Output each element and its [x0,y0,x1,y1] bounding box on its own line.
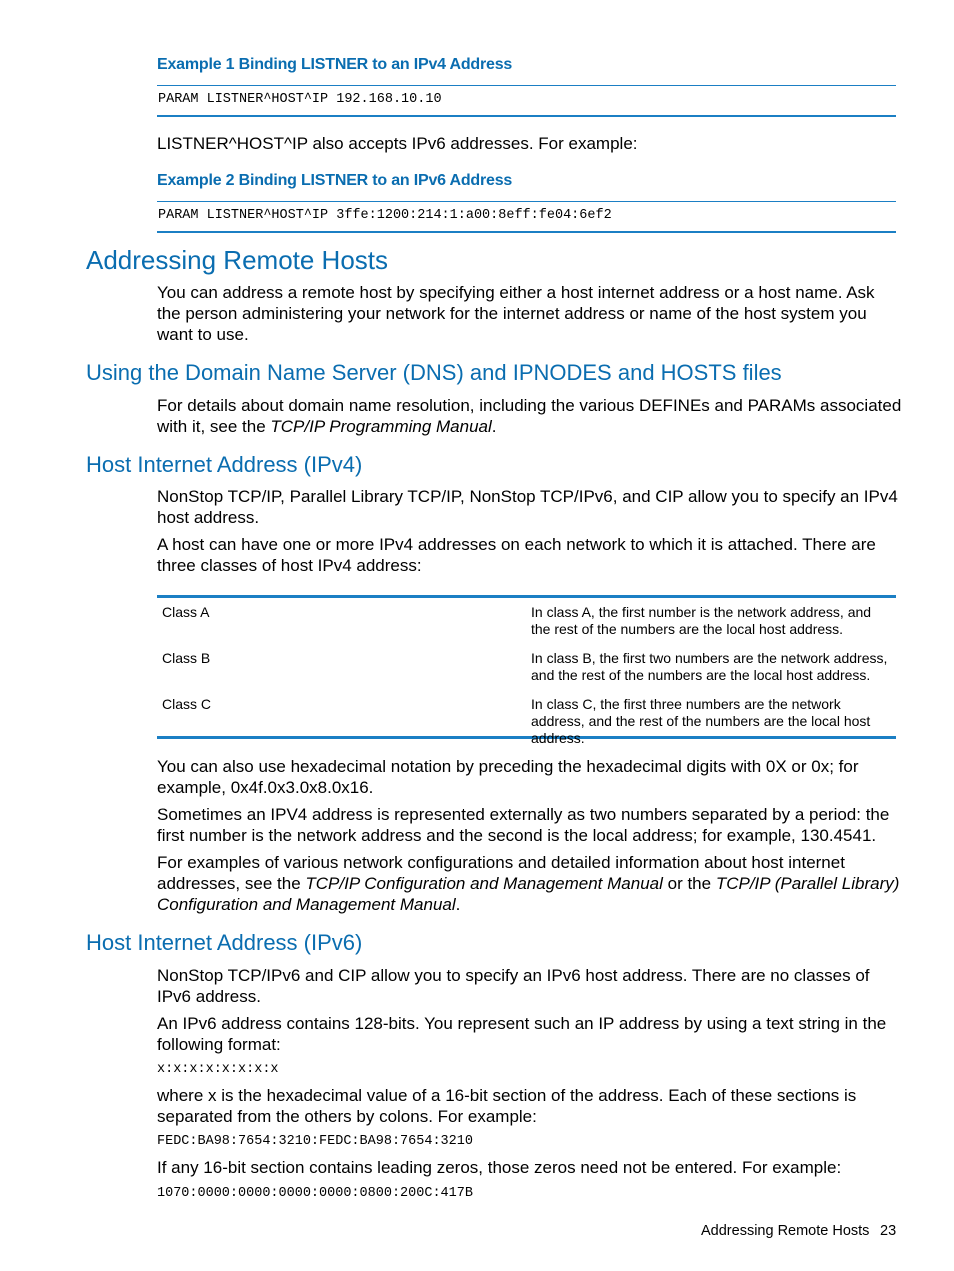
ipv6-format: x:x:x:x:x:x:x:x [157,1062,279,1077]
example-1-title: Example 1 Binding LISTNER to an IPv4 Address [157,56,513,73]
class-description: In class A, the first number is the network address, and the rest of the numbers are the local host address. [531,604,872,637]
example-2-code-box [157,201,896,233]
table-row [157,690,896,746]
ipv6-example-2: 1070:0000:0000:0000:0000:0800:200C:417B [157,1186,473,1201]
config-manual-reference: TCP/IP Configuration and Management Manual [305,874,663,893]
example-1-code: PARAM LISTNER^HOST^IP 192.168.10.10 [158,92,442,107]
ipv6-paragraph-4: If any 16-bit section contains leading zeros, those zeros need not be entered. For example: [157,1158,842,1177]
section-heading-remote-hosts: Addressing Remote Hosts [86,245,389,275]
table-row [157,598,896,644]
example-2-code: PARAM LISTNER^HOST^IP 3ffe:1200:214:1:a00:8eff:fe04:6ef2 [158,208,612,223]
ipv4-class-table [157,595,896,746]
ipv6-paragraph-2: An IPv6 address contains 128-bits. You represent such an IP address by using a text string in the following format: [157,1014,887,1054]
class-name: Class B [162,650,211,666]
remote-hosts-paragraph: You can address a remote host by specifying either a host internet address or a host name. Ask the person administering your network for the internet address or name of the host system you want to use. [157,283,875,344]
table-row [157,644,896,690]
ipv6-accept-text: LISTNER^HOST^IP also accepts IPv6 addresses. For example: [157,134,638,153]
ipv4-paragraph-3: You can also use hexadecimal notation by preceding the hexadecimal digits with 0X or 0x; for example, 0x4f.0x3.0x8.0x16. [157,757,859,797]
class-name: Class C [162,696,212,712]
example-1-code-box [157,85,896,117]
class-description: In class B, the first two numbers are the network address, and the rest of the numbers are the local host address. [531,650,888,683]
ipv4-paragraph-1: NonStop TCP/IP, Parallel Library TCP/IP, NonStop TCP/IPv6, and CIP allow you to specify an IPv4 host address. [157,487,898,527]
class-name: Class A [162,604,210,620]
page-number: 23 [880,1223,897,1239]
ipv4-paragraph-5: For examples of various network configurations and detailed information about host internet addresses, see the TCP/IP Configuration and Management Manual or the TCP/IP (Parallel Library) Configuration and Management Manual. [157,853,900,914]
ipv6-paragraph-1: NonStop TCP/IPv6 and CIP allow you to specify an IPv6 host address. There are no classes of IPv6 address. [157,966,870,1006]
parallel-library-manual-reference: TCP/IP (Parallel Library) Configuration and Management Manual [157,874,900,914]
example-2-title: Example 2 Binding LISTNER to an IPv6 Address [157,172,513,189]
dns-paragraph: For details about domain name resolution, including the various DEFINEs and PARAMs associated with it, see the TCP/IP Programming Manual. [157,396,902,436]
dns-manual-reference: TCP/IP Programming Manual [270,417,492,436]
section-heading-dns: Using the Domain Name Server (DNS) and IPNODES and HOSTS files [86,360,782,385]
ipv6-example-1: FEDC:BA98:7654:3210:FEDC:BA98:7654:3210 [157,1134,473,1149]
ipv4-paragraph-2: A host can have one or more IPv4 addresses on each network to which it is attached. There are three classes of host IPv4 address: [157,535,876,575]
ipv4-paragraph-4: Sometimes an IPV4 address is represented externally as two numbers separated by a period: the first number is the network address and the second is the local address; for example, 130.4541. [157,805,890,845]
class-description: In class C, the first three numbers are the network address, and the rest of the numbers are the local host address. [531,696,871,746]
ipv6-paragraph-3: where x is the hexadecimal value of a 16-bit section of the address. Each of these sections is separated from the others by colons. For example: [157,1086,857,1126]
section-heading-ipv4: Host Internet Address (IPv4) [86,452,363,477]
footer-section-title: Addressing Remote Hosts [701,1223,870,1239]
section-heading-ipv6: Host Internet Address (IPv6) [86,930,363,955]
